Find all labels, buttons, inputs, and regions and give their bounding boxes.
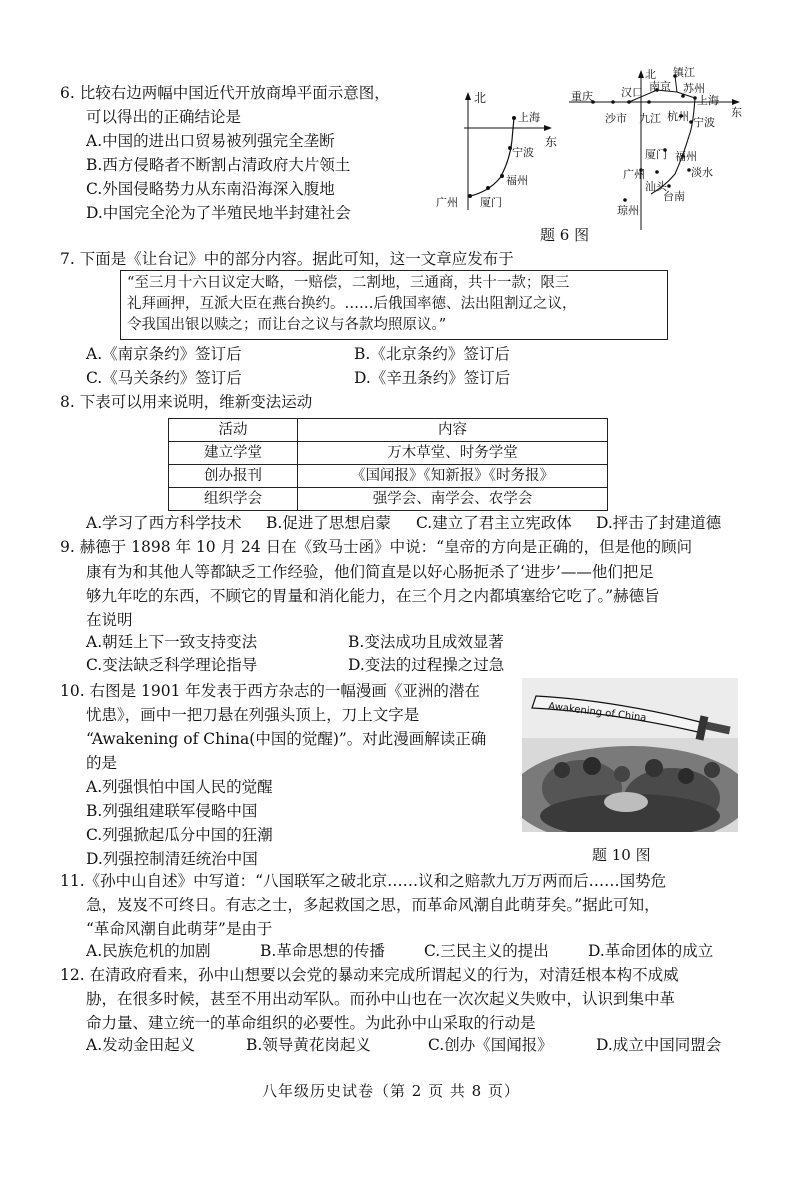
map-left-city: 上海 <box>518 111 540 124</box>
map-left-city: 宁波 <box>512 146 534 159</box>
q10-option-d: D.列强控制清廷统治中国 <box>86 850 258 868</box>
q12-option-c: C.创办《国闻报》 <box>428 1036 553 1054</box>
q11-stem-line3: “革命风潮自此萌芽”是由于 <box>86 920 273 938</box>
q6-option-d: D.中国完全沦为了半殖民地半封建社会 <box>86 204 351 222</box>
q7-quote-line: “至三月十六日议定大略，一赔偿，二割地，三通商，共十一款；限三 <box>127 275 570 291</box>
q10-sword-text: Awakening of China <box>547 701 647 725</box>
q11-option-c: C.三民主义的提出 <box>424 942 549 960</box>
q12-stem-line1: 12. 在清政府看来，孙中山想要以会党的暴动来完成所谓起义的行为，对清廷根本构不成威 <box>60 966 679 984</box>
q10-stem-line4: 的是 <box>86 754 118 772</box>
q10-option-b: B.列强组建联军侵略中国 <box>86 802 258 820</box>
map-right-city: 上海 <box>697 94 719 107</box>
q9-option-b: B.变法成功且成效显著 <box>348 633 504 651</box>
q6-option-c: C.外国侵略势力从东南沿海深入腹地 <box>86 180 335 198</box>
map-right-city: 沙市 <box>605 112 627 125</box>
q7-option-c: C.《马关条约》签订后 <box>86 369 242 387</box>
q6-map-left <box>430 88 558 218</box>
map-left-north-label: 北 <box>474 91 487 105</box>
map-right-city: 台南 <box>663 190 685 203</box>
q10-cartoon-image <box>522 678 738 832</box>
q7-quote-box <box>120 270 668 340</box>
map-right-city: 苏州 <box>683 82 705 95</box>
q8-table <box>168 418 608 511</box>
q10-stem-line1: 10. 右图是 1901 年发表于西方杂志的一幅漫画《亚洲的潜在 <box>60 682 480 700</box>
q8-option-c: C.建立了君主立宪政体 <box>416 514 572 532</box>
map-right-city: 宁波 <box>693 116 715 129</box>
q10-stem-line3: “Awakening of China(中国的觉醒)”。对此漫画解读正确 <box>86 730 487 748</box>
map-right-city: 镇江 <box>673 66 695 79</box>
q7-option-a: A.《南京条约》签订后 <box>86 345 242 363</box>
q6-option-a: A.中国的进出口贸易被列强完全垄断 <box>86 132 335 150</box>
q9-stem-line2: 康有为和其他人等都缺乏工作经验，他们简直是以好心肠扼杀了‘进步’——他们把足 <box>86 563 654 581</box>
q8-option-d: D.抨击了封建道德 <box>596 514 722 532</box>
q11-stem-line1: 11.《孙中山自述》中写道：“八国联军之破北京……议和之赔款九万万两而后……国势危 <box>60 872 667 890</box>
q7-option-d: D.《辛丑条约》签订后 <box>354 369 511 387</box>
map-right-city: 重庆 <box>571 90 593 103</box>
q6-option-b: B.西方侵略者不断割占清政府大片领土 <box>86 156 351 174</box>
q8-stem: 8. 下表可以用来说明，维新变法运动 <box>60 393 313 411</box>
map-right-city: 汕头 <box>645 180 667 193</box>
map-right-city: 九江 <box>639 112 661 125</box>
q11-stem-line2: 急，岌岌不可终日。有志之士，多起救国之思，而革命风潮自此萌芽矣。”据此可知， <box>86 896 660 914</box>
q8-table-cell: 建立学堂 <box>169 442 298 465</box>
map-right-city: 南京 <box>649 80 671 93</box>
q7-option-b: B.《北京条约》签订后 <box>354 345 510 363</box>
table-row <box>169 488 608 511</box>
map-right-north-label: 北 <box>645 68 656 81</box>
q12-stem-line3: 命力量、建立统一的革命组织的必要性。为此孙中山采取的行动是 <box>86 1014 536 1032</box>
q11-option-b: B.革命思想的传播 <box>260 942 385 960</box>
q9-option-d: D.变法的过程操之过急 <box>348 656 505 674</box>
q10-figure-caption: 题 10 图 <box>592 846 651 864</box>
q7-quote-line: 令我国出银以赎之；而让台之议与各款均照原议。” <box>127 317 447 334</box>
table-row <box>169 442 608 465</box>
q12-option-a: A.发动金田起义 <box>86 1036 196 1054</box>
page-footer: 八年级历史试卷（第 2 页 共 8 页） <box>262 1082 520 1100</box>
q11-option-d: D.革命团体的成立 <box>588 942 714 960</box>
q6-stem-line2: 可以得出的正确结论是 <box>86 108 242 126</box>
map-right-city: 琼州 <box>617 204 639 217</box>
q11-option-a: A.民族危机的加剧 <box>86 942 211 960</box>
q9-option-a: A.朝廷上下一致支持变法 <box>86 633 258 651</box>
q10-option-c: C.列强掀起瓜分中国的狂潮 <box>86 826 273 844</box>
q6-map-right <box>565 66 745 232</box>
q9-stem-line4: 在说明 <box>86 611 133 629</box>
q8-table-cell: 组织学会 <box>169 488 298 511</box>
q12-stem-line2: 胁，在很多时候，甚至不用出动军队。而孙中山也在一次次起义失败中，认识到集中革 <box>86 990 676 1008</box>
q7-stem: 7. 下面是《让台记》中的部分内容。据此可知，这一文章应发布于 <box>60 250 514 268</box>
map-left-east-label: 东 <box>545 135 558 149</box>
q8-table-cell: 万木草堂、时务学堂 <box>298 442 608 465</box>
q8-table-cell: 《国闻报》《知新报》《时务报》 <box>298 465 608 488</box>
q9-stem-line1: 9. 赫德于 1898 年 10 月 24 日在《致马士函》中说：“皇帝的方向是正确的，但是他的顾问 <box>60 538 693 556</box>
map-right-city: 汉口 <box>621 86 643 99</box>
q6-stem-line1: 6. 比较右边两幅中国近代开放商埠平面示意图， <box>60 84 390 102</box>
map-right-east-label: 东 <box>731 106 742 119</box>
map-left-city: 福州 <box>506 174 528 187</box>
q6-figure-caption: 题 6 图 <box>540 226 590 244</box>
map-left-city: 厦门 <box>480 196 502 209</box>
map-right-city: 广州 <box>623 168 645 181</box>
q8-option-b: B.促进了思想启蒙 <box>266 514 391 532</box>
map-left-city: 广州 <box>436 196 458 209</box>
table-row <box>169 465 608 488</box>
q7-quote-line: 礼拜画押，互派大臣在燕台换约。……后俄国率德、法出阻割辽之议， <box>127 296 577 313</box>
map-right-city: 厦门 <box>645 148 667 161</box>
q9-option-c: C.变法缺乏科学理论指导 <box>86 656 258 674</box>
q8-table-header: 内容 <box>298 419 608 442</box>
map-right-city: 杭州 <box>667 110 689 123</box>
q10-stem-line2: 忧患》，画中一把刀悬在列强头顶上，刀上文字是 <box>86 706 420 724</box>
q8-table-header: 活动 <box>169 419 298 442</box>
map-right-city: 福州 <box>675 150 697 163</box>
q10-option-a: A.列强惧怕中国人民的觉醒 <box>86 778 273 796</box>
q8-option-a: A.学习了西方科学技术 <box>86 514 242 532</box>
q8-table-cell: 强学会、南学会、农学会 <box>298 488 608 511</box>
q12-option-b: B.领导黄花岗起义 <box>246 1036 371 1054</box>
map-right-city: 淡水 <box>691 166 713 179</box>
q9-stem-line3: 够九年吃的东西，不顾它的胃量和消化能力，在三个月之内都填塞给它吃了。”赫德旨 <box>86 587 660 605</box>
q8-table-cell: 创办报刊 <box>169 465 298 488</box>
q12-option-d: D.成立中国同盟会 <box>596 1036 722 1054</box>
